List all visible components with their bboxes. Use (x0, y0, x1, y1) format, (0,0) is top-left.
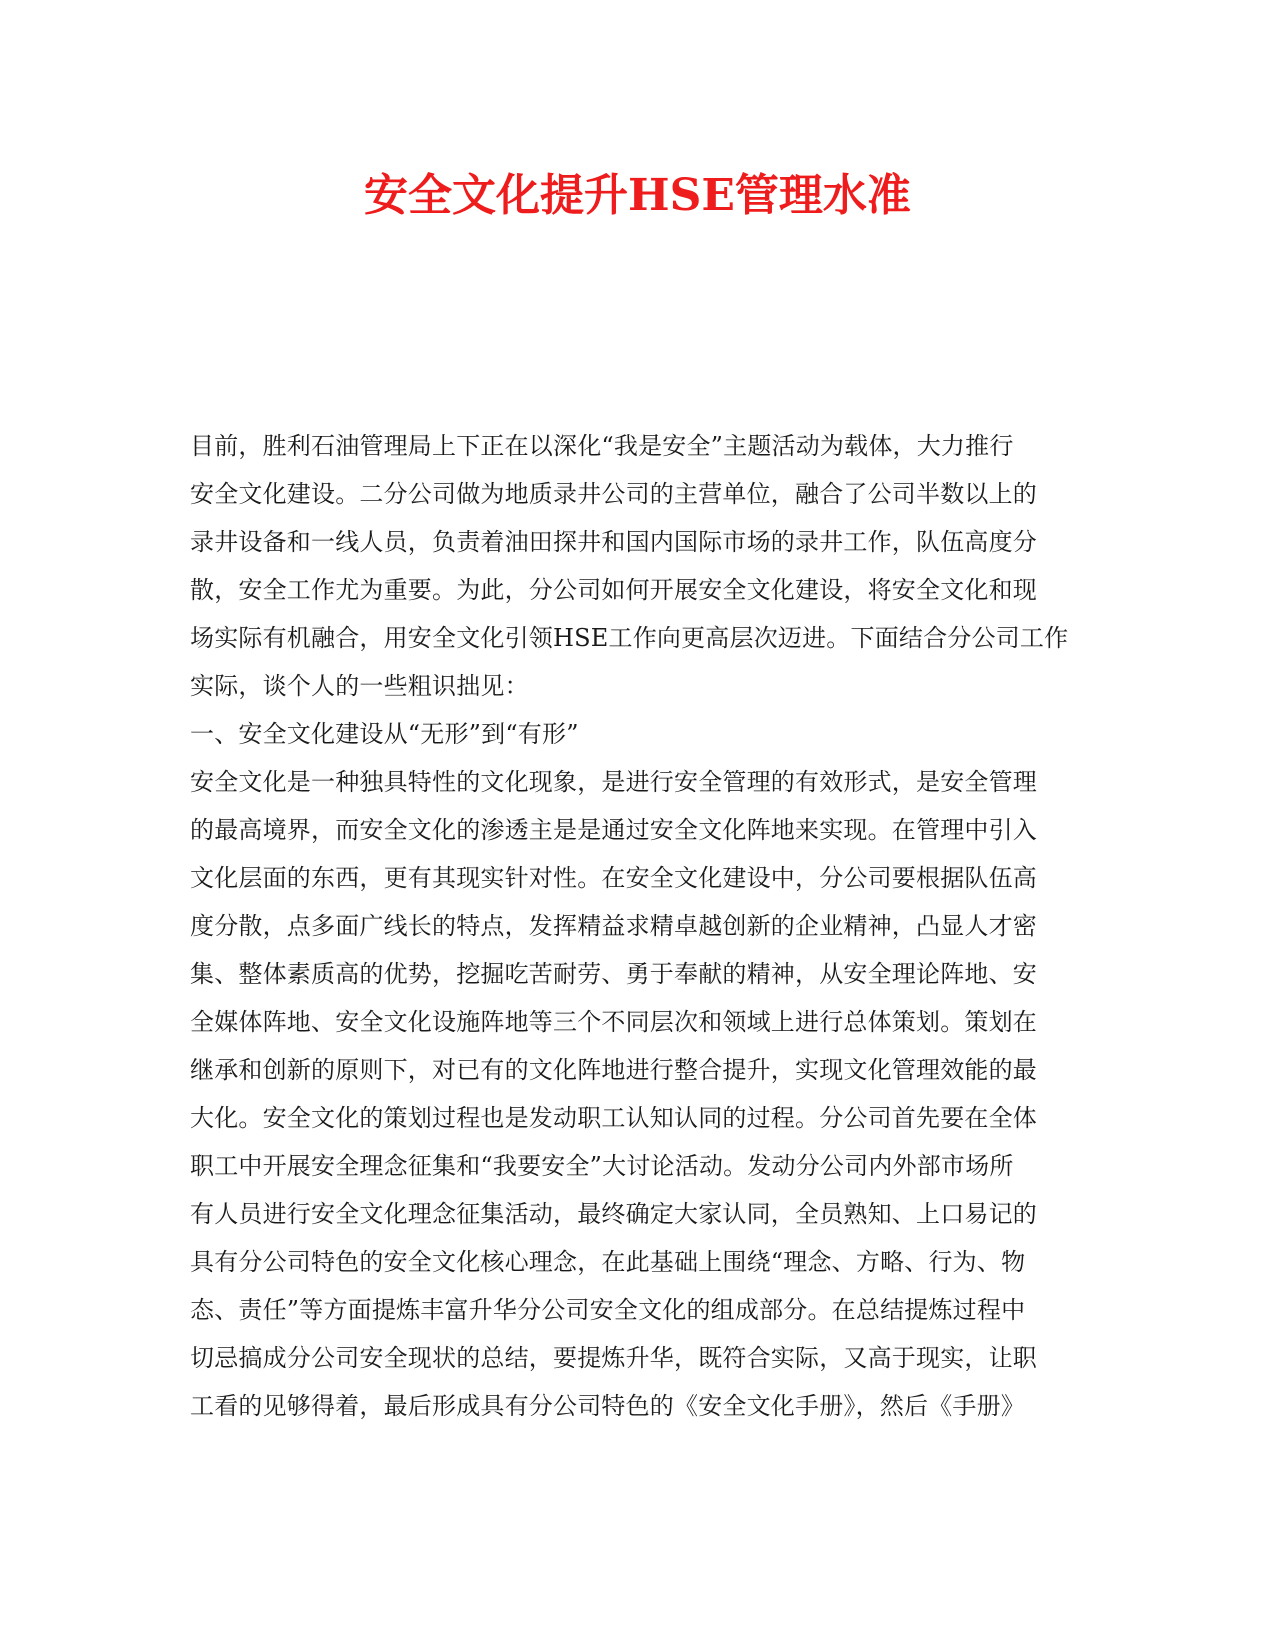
body-line: 全媒体阵地、安全文化设施阵地等三个不同层次和领域上进行总体策划。策划在 (190, 1008, 1037, 1036)
body-line: 集、整体素质高的优势，挖掘吃苦耐劳、勇于奉献的精神，从安全理论阵地、安 (190, 960, 1037, 988)
body-line: 文化层面的东西，更有其现实针对性。在安全文化建设中，分公司要根据队伍高 (190, 864, 1037, 892)
document-body (190, 422, 1090, 1430)
body-line: 实际，谈个人的一些粗识拙见： (190, 672, 529, 700)
body-line: 目前，胜利石油管理局上下正在以深化“我是安全”主题活动为载体，大力推行 (190, 432, 1014, 460)
body-line: 切忌搞成分公司安全现状的总结，要提炼升华，既符合实际，又高于现实，让职 (190, 1344, 1037, 1372)
body-line: 有人员进行安全文化理念征集活动，最终确定大家认同，全员熟知、上口易记的 (190, 1200, 1037, 1228)
body-line: 工看的见够得着，最后形成具有分公司特色的《安全文化手册》，然后《手册》 (190, 1392, 1025, 1420)
body-line: 继承和创新的原则下，对已有的文化阵地进行整合提升，实现文化管理效能的最 (190, 1056, 1037, 1084)
body-line: 度分散，点多面广线长的特点，发挥精益求精卓越创新的企业精神，凸显人才密 (190, 912, 1037, 940)
document-title: 安全文化提升HSE管理水准 (364, 170, 911, 221)
body-line: 具有分公司特色的安全文化核心理念，在此基础上围绕“理念、方略、行为、物 (190, 1248, 1026, 1276)
body-line: 的最高境界，而安全文化的渗透主是是通过安全文化阵地来实现。在管理中引入 (190, 816, 1037, 844)
body-line: 录井设备和一线人员，负责着油田探井和国内国际市场的录井工作，队伍高度分 (190, 528, 1037, 556)
body-line: 大化。安全文化的策划过程也是发动职工认知认同的过程。分公司首先要在全体 (190, 1104, 1037, 1132)
body-line: 态、责任”等方面提炼丰富升华分公司安全文化的组成部分。在总结提炼过程中 (190, 1296, 1026, 1324)
body-line: 散，安全工作尤为重要。为此，分公司如何开展安全文化建设，将安全文化和现 (190, 576, 1037, 604)
body-line: 安全文化建设。二分公司做为地质录井公司的主营单位，融合了公司半数以上的 (190, 480, 1037, 508)
body-line: 场实际有机融合，用安全文化引领HSE工作向更高层次迈进。下面结合分公司工作 (190, 624, 1069, 652)
body-line: 一、安全文化建设从“无形”到“有形” (190, 720, 579, 748)
body-line: 安全文化是一种独具特性的文化现象，是进行安全管理的有效形式，是安全管理 (190, 768, 1037, 796)
body-line: 职工中开展安全理念征集和“我要安全”大讨论活动。发动分公司内外部市场所 (190, 1152, 1014, 1180)
